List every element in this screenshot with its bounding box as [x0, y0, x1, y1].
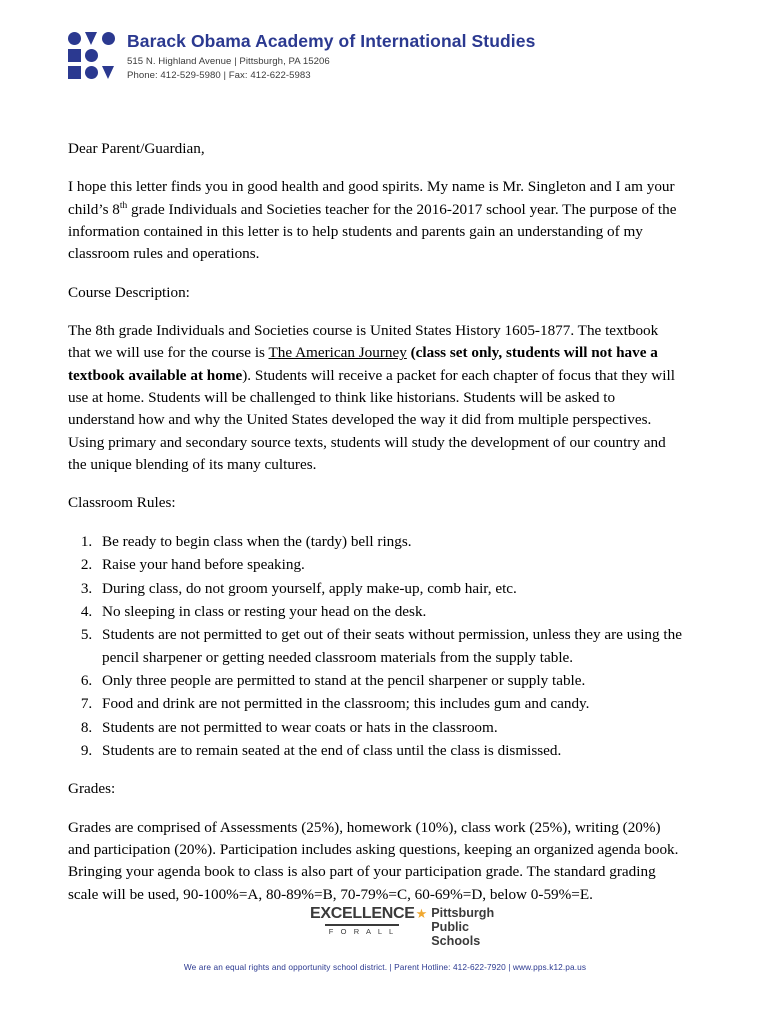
- logo-shape-triangle: [102, 66, 114, 79]
- course-description-heading: Course Description:: [68, 283, 190, 301]
- list-item: 7. Food and drink are not permitted in the classroom; this includes gum and candy.: [96, 693, 682, 715]
- list-item: 5. Students are not permitted to get out of their seats without permission, unless they are using the pencil sharpener or getting needed classroom materials from the supply table.: [96, 624, 682, 669]
- textbook-note: (class set only, students will not have a textbook available at home: [68, 344, 658, 384]
- intro-paragraph: [68, 176, 682, 265]
- pps-line-1: Pittsburgh: [431, 906, 495, 920]
- letterhead: [68, 30, 535, 83]
- list-item: 8. Students are not permitted to wear coats or hats in the classroom.: [96, 717, 682, 739]
- course-description-paragraph: [68, 320, 682, 476]
- salutation: Dear Parent/Guardian,: [68, 140, 205, 157]
- list-item: 9. Students are to remain seated at the end of class until the class is dismissed.: [96, 740, 682, 762]
- intro-ordinal-suffix: th: [119, 200, 128, 211]
- grades-heading: Grades:: [68, 780, 116, 798]
- classroom-rules-list: [68, 531, 682, 762]
- excellence-for-all-mark: [310, 906, 415, 936]
- logo-shape-circle: [102, 32, 115, 45]
- logo-shape-circle: [68, 32, 81, 45]
- list-item: 1. Be ready to begin class when the (tardy) bell rings.: [96, 531, 682, 553]
- excellence-word: EXCELLENCE: [310, 905, 415, 922]
- pittsburgh-public-schools-wordmark: [431, 906, 494, 948]
- school-phone: Phone: 412-529-5980 | Fax: 412-622-5983: [127, 70, 311, 82]
- logo-shape-triangle: [85, 32, 97, 45]
- school-address: 515 N. Highland Avenue | Pittsburgh, PA 15206: [127, 56, 330, 68]
- pps-line-3: Schools: [431, 934, 481, 949]
- list-item: 3. During class, do not groom yourself, apply make-up, comb hair, etc.: [96, 578, 682, 600]
- intro-text-part2: grade Individuals and Societies teacher for the 2016-2017 school year. The purpose of the information contained in this letter is to help students and parents gain an understanding of my classroom rules and operations.: [68, 200, 677, 263]
- excellence-divider: [325, 924, 399, 926]
- logo-shape-blank: [102, 49, 115, 62]
- list-item: 2. Raise your hand before speaking.: [96, 554, 682, 576]
- classroom-rules-heading: Classroom Rules:: [68, 494, 176, 512]
- excellence-subtitle: F O R A L L: [328, 927, 396, 936]
- intro-text-part1: I hope this letter finds you in good health and good spirits. My name is Mr. Singleton and I am your child’s 8: [68, 178, 675, 218]
- list-item: 4. No sleeping in class or resting your head on the desk.: [96, 601, 682, 623]
- course-text-part2: ). Students will receive a packet for each chapter of focus that they will use at home. Students will be challenged to think like historians. Students will be asked to understand how and why the United States developed the way it did from multiple perspectives. Using primary and secondary source texts, students will study the development of our country and the unique blending of its many cultures.: [68, 366, 675, 474]
- school-logo-icon: [68, 32, 115, 82]
- logo-shape-square: [68, 49, 81, 62]
- school-name: Barack Obama Academy of International Studies: [127, 31, 536, 51]
- footer-disclaimer: We are an equal rights and opportunity school district. | Parent Hotline: 412-622-7920 | www.pps.k12.pa.us: [183, 962, 587, 972]
- pps-line-2: Public: [431, 920, 470, 935]
- grades-paragraph: Grades are comprised of Assessments (25%), homework (10%), class work (25%), writing (20%) and participation (20%). Participation includes asking questions, keeping an organized agenda book. Bringing your agenda book to class is also part of your participation grade. The standard grading scale will be used, 90-100%=A, 80-89%=B, 70-79%=C, 60-69%=D, below 0-59%=E.: [68, 818, 679, 903]
- letterhead-text: [127, 30, 535, 83]
- textbook-title: The American Journey: [268, 344, 407, 362]
- district-logo: [310, 906, 494, 948]
- logo-shape-circle: [85, 66, 98, 79]
- letter-body: [68, 138, 682, 922]
- logo-shape-square: [68, 66, 81, 79]
- star-icon: ★: [415, 906, 428, 921]
- course-text-part1: The 8th grade Individuals and Societies course is United States History 1605-1877. The textbook that we will use for the course is: [68, 322, 659, 362]
- logo-shape-circle: [85, 49, 98, 62]
- list-item: 6. Only three people are permitted to stand at the pencil sharpener or supply table.: [96, 670, 682, 692]
